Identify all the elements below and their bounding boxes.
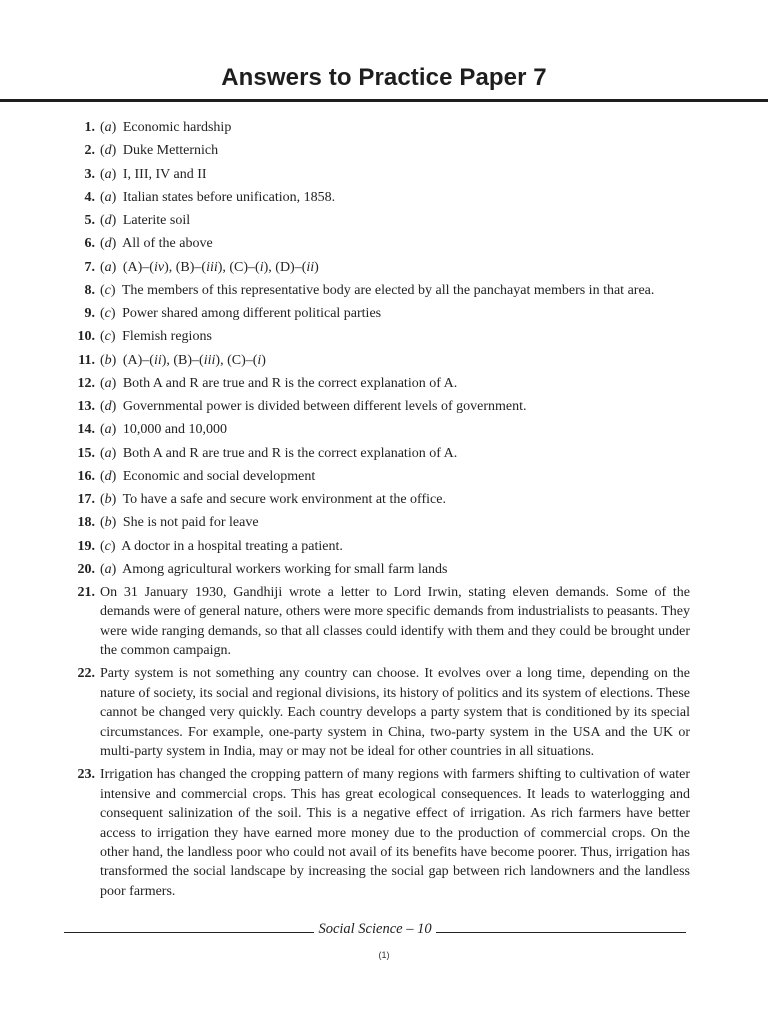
answer-number: 18. (77, 515, 95, 531)
answer-text-segment: The members of this representative body are elected by all the panchayat members in that area. (121, 282, 655, 298)
answer-option-letter: a (104, 445, 112, 461)
answer-option: (a) (100, 445, 117, 461)
answer-number: 12. (77, 375, 95, 391)
answer-option-letter: d (104, 143, 112, 159)
answer-text (100, 141, 690, 160)
answer-text (100, 490, 690, 509)
answer-text (100, 420, 690, 439)
answer-text-segment: Among agricultural workers working for small farm lands (122, 561, 448, 577)
answer-text-segment: Both A and R are true and R is the correct explanation of A. (122, 445, 458, 461)
answer-item (62, 281, 690, 300)
answer-option-letter: a (104, 422, 112, 438)
answer-option-letter: d (104, 236, 112, 252)
answer-option: (a) (100, 375, 117, 391)
answer-text-segment: 10,000 and 10,000 (122, 422, 228, 438)
answer-option-letter: a (104, 120, 112, 135)
answer-option-letter: a (104, 189, 112, 205)
answer-option-letter: b (104, 492, 112, 507)
answer-option-letter: d (104, 213, 112, 228)
answer-option: (c) (100, 329, 116, 345)
answer-number: 5. (84, 213, 95, 228)
answer-option: (c) (100, 282, 116, 298)
answer-option: (a) (100, 422, 117, 438)
answer-text-segment: To have a safe and secure work environment at the office. (122, 492, 446, 507)
answer-list (62, 118, 690, 905)
answer-item (62, 211, 690, 230)
answer-option: (a) (100, 166, 117, 182)
answer-text-segment: Italian states before unification, 1858. (122, 189, 336, 205)
answer-item (62, 188, 690, 207)
answer-text-segment: I, III, IV and II (122, 166, 207, 182)
answer-text (100, 374, 690, 393)
answer-text-segment: Duke Metternich (122, 143, 219, 159)
answer-text-segment: Economic hardship (122, 120, 232, 135)
answer-roman-numeral: i (257, 352, 262, 368)
answer-item (62, 560, 690, 579)
answer-option-letter: a (104, 561, 112, 577)
answer-text-segment: ), (C)–( (217, 259, 260, 275)
answer-text (100, 327, 690, 346)
answer-text-segment: Power shared among different political parties (122, 306, 382, 321)
answer-number: 9. (84, 306, 95, 321)
answer-number: 4. (84, 189, 95, 205)
answer-text-segment: Flemish regions (122, 329, 212, 345)
answer-option: (c) (100, 306, 116, 321)
answer-text (100, 537, 690, 556)
answer-item (62, 397, 690, 416)
page-title: Answers to Practice Paper 7 (221, 64, 547, 91)
answer-item (62, 444, 690, 463)
page-number: (1) (378, 950, 390, 960)
answer-option: (d) (100, 213, 117, 228)
answer-option: (a) (100, 259, 117, 275)
answer-item (62, 118, 690, 137)
answer-number: 19. (77, 538, 95, 554)
answer-text-segment: ), (B)–( (164, 259, 207, 275)
answer-option: (d) (100, 399, 117, 414)
footer-rule-left (64, 932, 314, 933)
title-divider (0, 99, 768, 102)
answer-text-segment: Irrigation has changed the cropping pattern of many regions with farmers shifting to cultivation of water intensive and commercial crops. This has great ecological consequences. It leads to waterlogging and consequent salinization of the soil. This is a negative effect of irrigation. As rich farmers have better access to irrigation they have earned more money due to the production of commercial crops. On the other hand, the landless poor who could not avail of its benefits have become poorer. Thus, irrigation has transformed the social landscape by increasing the social gap between rich landowners and the landless poor farmers. (100, 767, 690, 899)
answer-item (62, 165, 690, 184)
answer-roman-numeral: iii (206, 259, 218, 275)
answer-number: 15. (77, 445, 95, 461)
answer-option-letter: a (104, 166, 112, 182)
answer-roman-numeral: i (259, 259, 264, 275)
answer-number: 21. (77, 585, 95, 600)
answer-number: 13. (77, 399, 95, 414)
answer-option-letter: c (104, 306, 111, 321)
answer-text (100, 467, 690, 486)
answer-text (100, 397, 690, 416)
answer-roman-numeral: ii (153, 352, 162, 368)
answer-item (62, 490, 690, 509)
page-footer (64, 921, 686, 938)
answer-text (100, 513, 690, 532)
answer-option: (b) (100, 492, 117, 507)
answer-text-segment: ) (261, 352, 266, 368)
answer-text (100, 234, 690, 253)
answer-number: 1. (84, 120, 95, 135)
answer-item (62, 765, 690, 901)
answer-item (62, 258, 690, 277)
answer-text-segment: (A)–( (122, 259, 154, 275)
answer-text-segment: ), (C)–( (215, 352, 258, 368)
answer-text (100, 258, 690, 277)
answer-option-letter: b (104, 515, 112, 531)
answer-item (62, 664, 690, 761)
answer-text-segment: (A)–( (122, 352, 154, 368)
answer-number: 22. (77, 666, 95, 682)
answer-text-segment: ), (B)–( (161, 352, 204, 368)
answer-number: 23. (77, 767, 95, 783)
answer-number: 3. (84, 166, 95, 182)
answer-roman-numeral: ii (306, 259, 315, 275)
answer-item (62, 467, 690, 486)
answer-text-segment: All of the above (122, 236, 213, 252)
answer-number: 2. (84, 143, 95, 159)
answer-text (100, 281, 690, 300)
answer-option: (d) (100, 236, 117, 252)
answer-text-segment: On 31 January 1930, Gandhiji wrote a letter to Lord Irwin, stating eleven demands. Some of the demands were of general nature, others were more specific demands from industrialists to peasants. They were wide ranging demands, so that all classes could identify with them and they could be brought under the common campaign. (100, 585, 690, 659)
answer-item (62, 537, 690, 556)
answer-text (100, 188, 690, 207)
answer-number: 6. (84, 236, 95, 252)
answer-text (100, 118, 690, 137)
answer-text (100, 211, 690, 230)
answer-option: (d) (100, 468, 117, 484)
answer-option-letter: d (104, 468, 112, 484)
answer-text-segment: Party system is not something any country can choose. It evolves over a long time, depending on the nature of society, its social and regional divisions, its history of politics and its system of elections. These cannot be changed very quickly. Each country develops a party system that is conditioned by its special circumstances. For example, one-party system in China, two-party system in the USA and the UK or multi-party system in India, may or may not be ideal for other countries in all situations. (100, 666, 690, 760)
answer-text-segment: Laterite soil (122, 213, 191, 228)
answer-item (62, 304, 690, 323)
answer-roman-numeral: iii (203, 352, 216, 368)
answer-text (100, 560, 690, 579)
answer-option: (a) (100, 561, 117, 577)
answer-item (62, 583, 690, 661)
answer-option: (a) (100, 120, 117, 135)
answer-text-segment: Both A and R are true and R is the correct explanation of A. (122, 375, 458, 391)
answer-text (100, 351, 690, 370)
answer-text-segment: Economic and social development (122, 468, 316, 484)
answer-text-segment: Governmental power is divided between different levels of government. (122, 399, 527, 414)
answer-option: (b) (100, 352, 117, 368)
answer-number: 17. (77, 492, 95, 507)
answer-item (62, 374, 690, 393)
answer-item (62, 351, 690, 370)
answer-text (100, 765, 690, 901)
answer-text-segment: She is not paid for leave (122, 515, 259, 531)
footer-book-title: Social Science – 10 (318, 921, 432, 937)
answer-option-letter: a (104, 375, 112, 391)
answer-text (100, 583, 690, 661)
answer-text-segment: ) (314, 259, 319, 275)
answer-option-letter: a (104, 259, 112, 275)
footer-rule-right (436, 932, 686, 933)
answer-number: 10. (77, 329, 95, 345)
answer-text (100, 165, 690, 184)
answer-text-segment: A doctor in a hospital treating a patient. (121, 538, 343, 554)
answer-text (100, 664, 690, 761)
answer-item (62, 234, 690, 253)
answer-option: (c) (100, 538, 116, 554)
answer-item (62, 141, 690, 160)
answer-number: 7. (84, 259, 95, 275)
answer-option-letter: b (104, 352, 112, 368)
answer-option-letter: c (104, 282, 111, 298)
answer-option: (a) (100, 189, 117, 205)
answer-option-letter: c (104, 538, 111, 554)
answer-item (62, 420, 690, 439)
answer-text (100, 444, 690, 463)
answer-text (100, 304, 690, 323)
answer-number: 8. (84, 282, 95, 298)
answer-number: 14. (77, 422, 95, 438)
answer-text-segment: ), (D)–( (263, 259, 307, 275)
answer-option-letter: c (104, 329, 111, 345)
answer-option: (d) (100, 143, 117, 159)
answer-number: 11. (78, 352, 95, 368)
answer-roman-numeral: iv (153, 259, 165, 275)
answer-item (62, 513, 690, 532)
answer-item (62, 327, 690, 346)
answer-number: 16. (77, 468, 95, 484)
answer-option: (b) (100, 515, 117, 531)
answer-number: 20. (77, 561, 95, 577)
answer-option-letter: d (104, 399, 112, 414)
